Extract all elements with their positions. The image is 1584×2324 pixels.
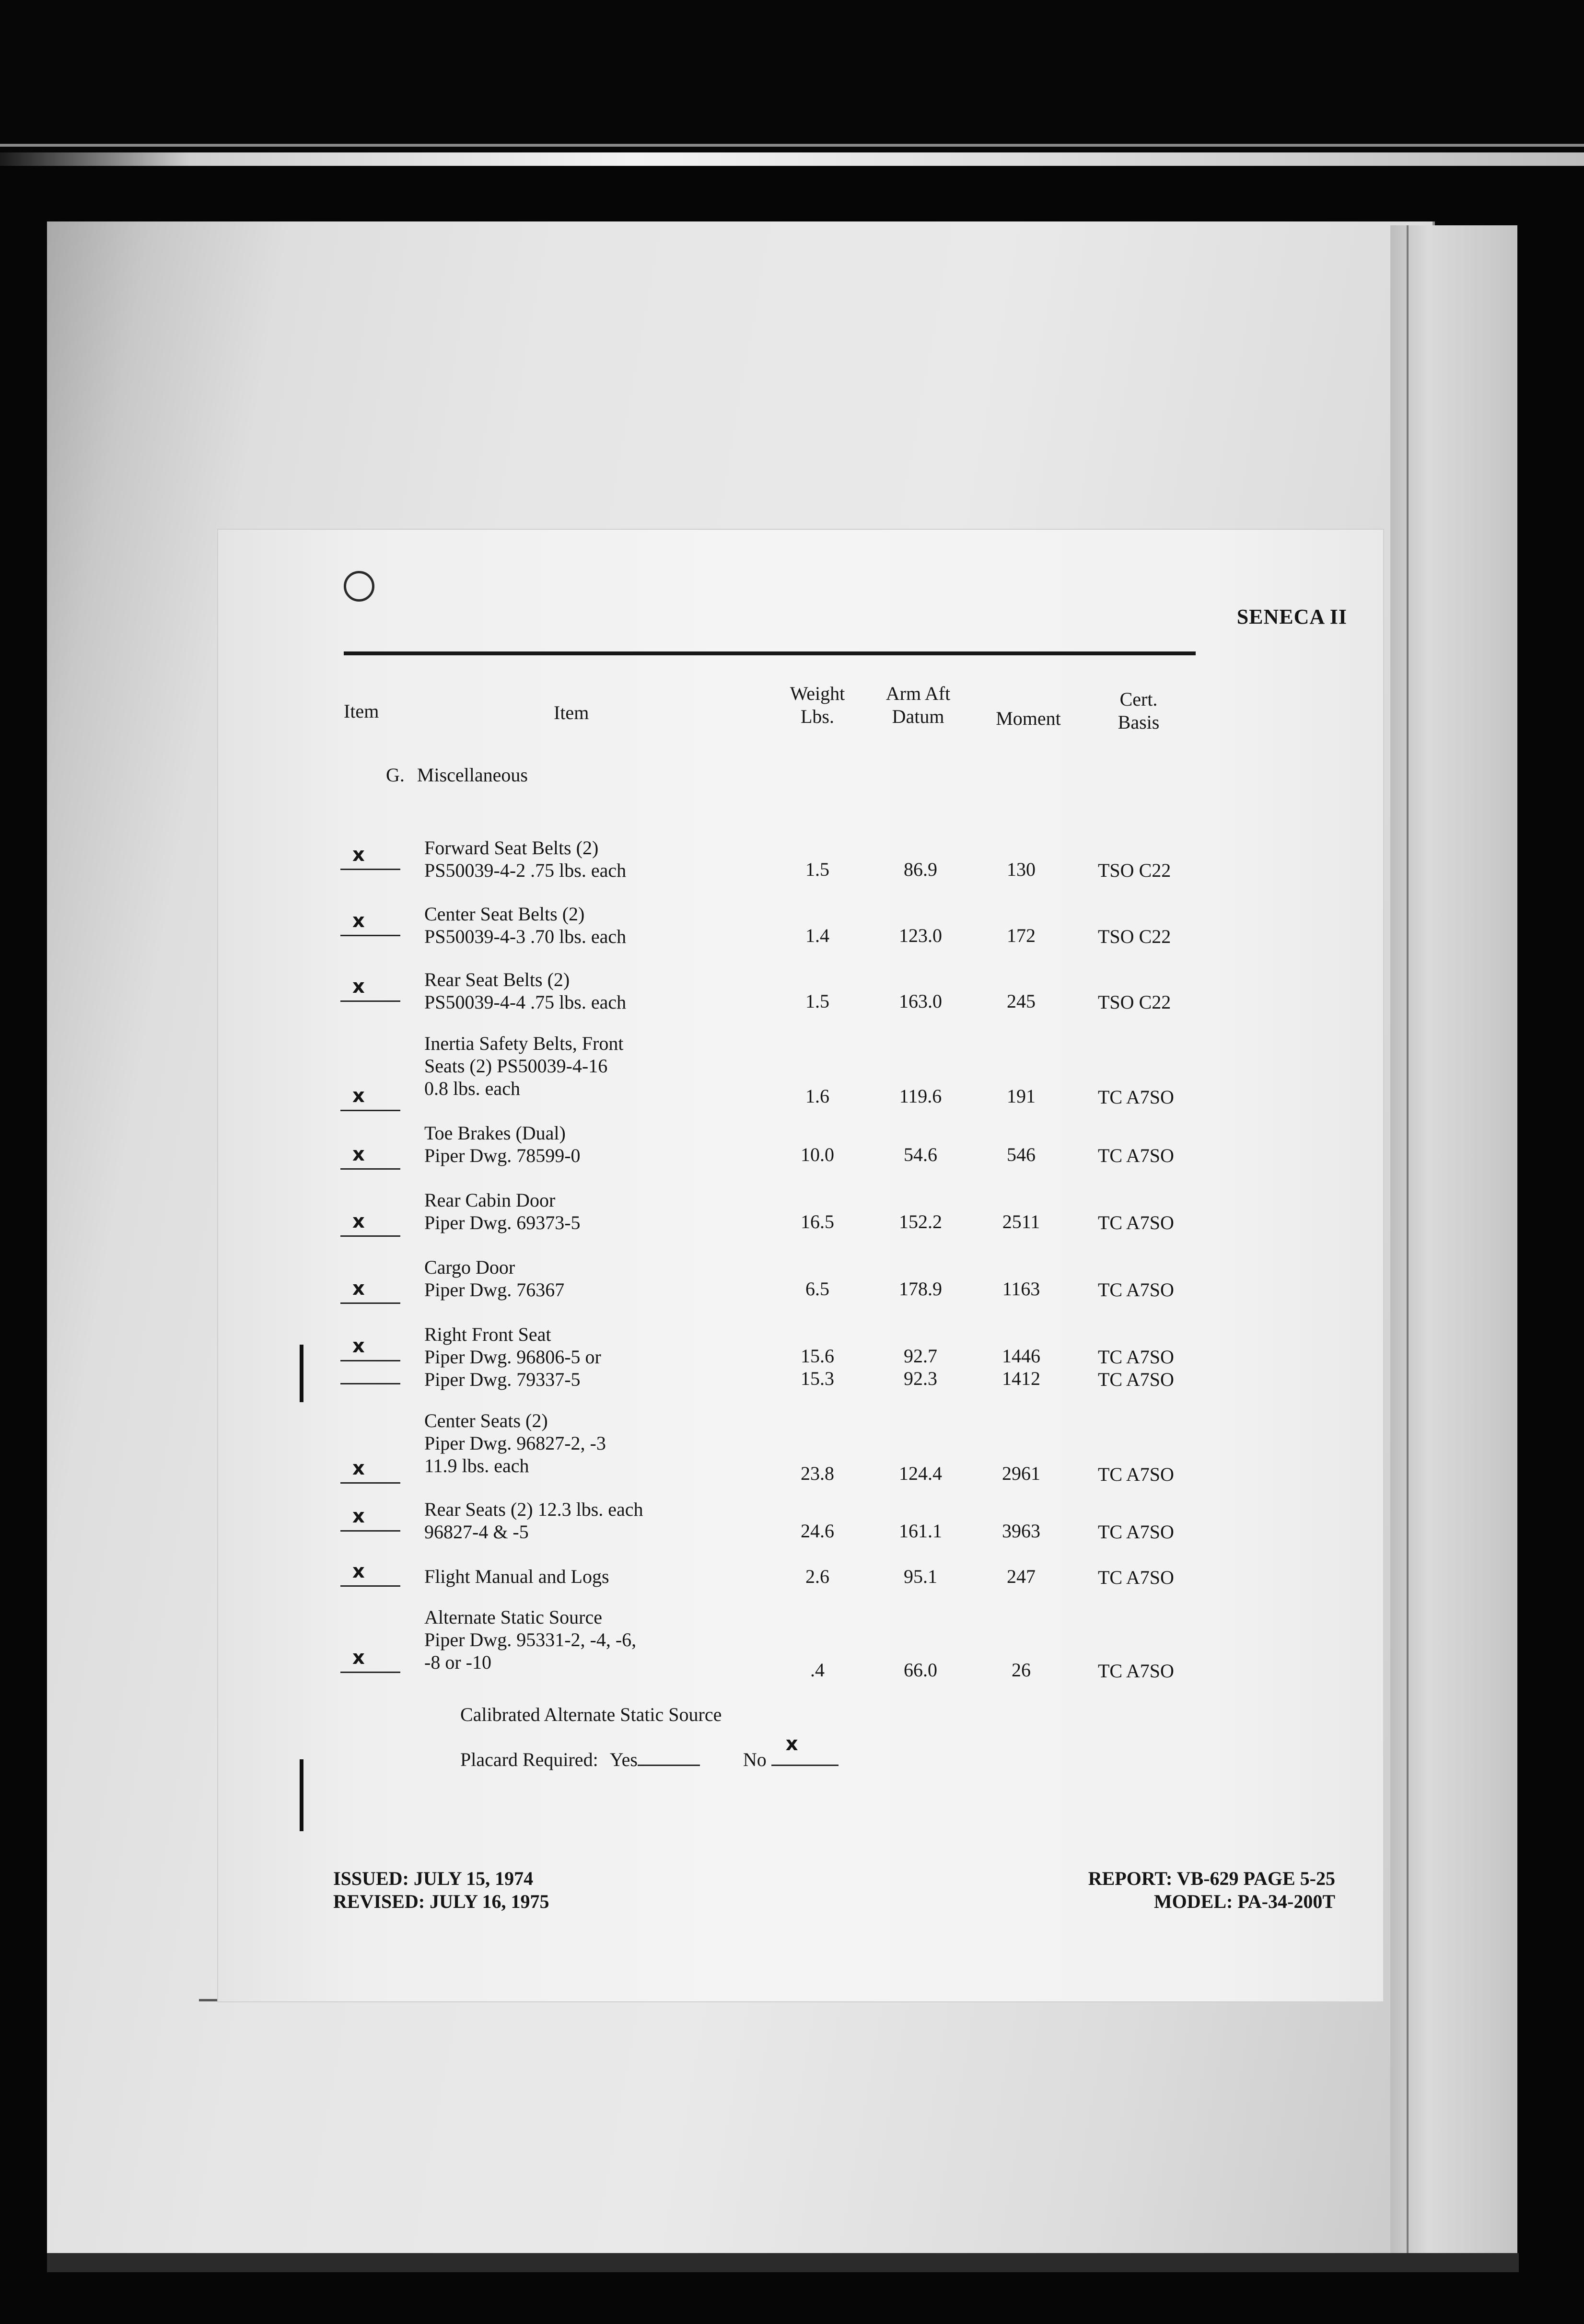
check-mark-icon: x [352, 1278, 365, 1300]
weight-value: 15.6 [801, 1345, 834, 1367]
description-line: Seats (2) PS50039-4-16 [424, 1055, 608, 1077]
description-line: 96827-4 & -5 [424, 1521, 529, 1543]
description-line: Toe Brakes (Dual) [424, 1122, 566, 1144]
cert-basis-value: TC A7SO [1098, 1145, 1174, 1166]
film-border-top [0, 0, 1584, 158]
check-blank [340, 1302, 400, 1304]
col-cert: Cert. Basis [1118, 688, 1160, 733]
arm-value: 92.3 [904, 1368, 937, 1389]
moment-value: 172 [1007, 925, 1036, 946]
check-blank [340, 1110, 400, 1111]
arm-value: 152.2 [899, 1211, 942, 1232]
cert-basis-value: TC A7SO [1098, 1567, 1174, 1588]
check-blank [340, 1000, 400, 1002]
cert-basis-value: TC A7SO [1098, 1369, 1174, 1390]
arm-value: 161.1 [899, 1520, 942, 1542]
description-line: Flight Manual and Logs [424, 1566, 609, 1587]
description-line: Piper Dwg. 95331-2, -4, -6, [424, 1629, 637, 1650]
check-blank [340, 1672, 400, 1673]
description-line: -8 or -10 [424, 1651, 491, 1673]
placard-line: Placard Required: Yes No x [460, 1747, 839, 1771]
description-line: PS50039-4-2 .75 lbs. each [424, 860, 627, 881]
weight-value: 1.5 [805, 859, 829, 880]
cert-basis-value: TSO C22 [1098, 860, 1171, 881]
check-mark-icon: x [352, 1143, 365, 1165]
arm-value: 163.0 [899, 990, 942, 1012]
description-line: Alternate Static Source [424, 1606, 602, 1628]
description-line: PS50039-4-4 .75 lbs. each [424, 991, 627, 1013]
item-description [424, 1189, 581, 1234]
check-blank [340, 1235, 400, 1237]
cert-basis-value: TC A7SO [1098, 1521, 1174, 1543]
check-blank [340, 1530, 400, 1532]
calibrated-static-title: Calibrated Alternate Static Source [460, 1704, 722, 1725]
film-line [0, 144, 1584, 147]
description-line: Piper Dwg. 78599-0 [424, 1145, 581, 1166]
description-line: Rear Cabin Door [424, 1189, 556, 1211]
footer-issue-dates: ISSUED: JULY 15, 1974 REVISED: JULY 16, 1975 [333, 1868, 549, 1912]
item-description [424, 1032, 623, 1100]
check-mark-icon: x [352, 1085, 365, 1107]
check-blank [340, 1383, 400, 1384]
weight-value: 24.6 [801, 1520, 834, 1542]
col-item-no: Item [344, 700, 379, 722]
check-mark-icon: x [352, 1647, 365, 1669]
description-line: Right Front Seat [424, 1324, 551, 1345]
description-line: Piper Dwg. 69373-5 [424, 1212, 581, 1233]
arm-value: 124.4 [899, 1463, 942, 1484]
arm-value: 123.0 [899, 925, 942, 946]
check-mark-icon: x [352, 1505, 365, 1527]
moment-value: 191 [1007, 1085, 1036, 1107]
item-description [424, 1256, 564, 1301]
moment-value: 1163 [1002, 1278, 1040, 1300]
moment-value: 26 [1012, 1659, 1031, 1681]
cert-basis-value: TC A7SO [1098, 1279, 1174, 1301]
weight-value: 15.3 [801, 1368, 834, 1389]
cert-basis-value: TC A7SO [1098, 1660, 1174, 1682]
revision-bar [300, 1759, 303, 1831]
moment-value: 3963 [1002, 1520, 1040, 1542]
description-line: 11.9 lbs. each [424, 1455, 529, 1476]
item-description [424, 837, 626, 882]
weight-value: 6.5 [805, 1278, 829, 1300]
col-moment: Moment [996, 708, 1061, 729]
moment-value: 245 [1007, 990, 1036, 1012]
col-arm: Arm Aft Datum [885, 683, 951, 727]
check-blank [340, 1585, 400, 1587]
description-line: Piper Dwg. 76367 [424, 1279, 565, 1301]
moment-value: 2511 [1002, 1211, 1040, 1232]
description-line: Piper Dwg. 96806-5 or [424, 1346, 601, 1368]
moment-value: 2961 [1002, 1463, 1040, 1484]
arm-value: 95.1 [904, 1566, 937, 1587]
check-mark-icon: x [352, 1210, 365, 1232]
check-blank [340, 869, 400, 870]
moment-value: 546 [1007, 1144, 1036, 1165]
footer-report-info: REPORT: VB-629 PAGE 5-25 MODEL: PA-34-200T [1088, 1868, 1335, 1912]
item-description [424, 1323, 601, 1391]
description-line: Center Seats (2) [424, 1410, 548, 1431]
cert-basis-value: TSO C22 [1098, 926, 1171, 947]
revision-bar [300, 1345, 303, 1402]
description-line: Rear Seats (2) 12.3 lbs. each [424, 1499, 643, 1520]
description-line: Piper Dwg. 79337-5 [424, 1369, 581, 1390]
item-description [424, 1122, 581, 1167]
punch-hole-icon [344, 571, 374, 602]
item-description [424, 1606, 636, 1673]
col-item: Item [554, 702, 589, 723]
weight-value: 1.6 [805, 1085, 829, 1107]
weight-value: .4 [810, 1659, 825, 1681]
placard-no-blank [771, 1733, 839, 1766]
check-blank [340, 935, 400, 936]
document-page [218, 530, 1383, 2001]
description-line: 0.8 lbs. each [424, 1078, 520, 1099]
description-line: Forward Seat Belts (2) [424, 837, 599, 859]
description-line: Cargo Door [424, 1256, 515, 1278]
weight-value: 23.8 [801, 1463, 834, 1484]
page-title: SENECA II [1236, 605, 1347, 628]
weight-value: 10.0 [801, 1144, 834, 1165]
weight-value: 1.5 [805, 990, 829, 1012]
description-line: PS50039-4-3 .70 lbs. each [424, 926, 627, 947]
arm-value: 66.0 [904, 1659, 937, 1681]
check-mark-icon: x [785, 1733, 798, 1755]
cert-basis-value: TSO C22 [1098, 991, 1171, 1013]
check-blank [340, 1482, 400, 1484]
cert-basis-value: TC A7SO [1098, 1346, 1174, 1368]
check-mark-icon: x [352, 910, 365, 932]
arm-value: 54.6 [904, 1144, 937, 1165]
weight-value: 2.6 [805, 1566, 829, 1587]
moment-value: 247 [1007, 1566, 1036, 1587]
check-mark-icon: x [352, 1457, 365, 1479]
description-line: Inertia Safety Belts, Front [424, 1033, 624, 1054]
cert-basis-value: TC A7SO [1098, 1212, 1174, 1233]
check-mark-icon: x [352, 1335, 365, 1357]
check-mark-icon: x [352, 1560, 365, 1582]
section-heading: G. Miscellaneous [386, 764, 528, 786]
check-mark-icon: x [352, 844, 365, 866]
cert-basis-value: TC A7SO [1098, 1086, 1174, 1108]
description-line: Rear Seat Belts (2) [424, 969, 570, 990]
item-description [424, 968, 626, 1013]
item-description [424, 1565, 609, 1588]
binder-flap [1390, 225, 1517, 2258]
header-rule [344, 651, 1196, 655]
item-description [424, 1498, 643, 1543]
moment-value: 1412 [1002, 1368, 1040, 1389]
moment-value: 1446 [1002, 1345, 1040, 1367]
check-blank [340, 1360, 400, 1361]
description-line: Center Seat Belts (2) [424, 903, 585, 925]
placard-yes-blank [638, 1747, 700, 1766]
arm-value: 92.7 [904, 1345, 937, 1367]
arm-value: 178.9 [899, 1278, 942, 1300]
check-mark-icon: x [352, 976, 365, 998]
check-blank [340, 1168, 400, 1170]
col-weight: Weight Lbs. [790, 683, 845, 727]
item-description [424, 903, 626, 948]
arm-value: 86.9 [904, 859, 937, 880]
item-description [424, 1409, 606, 1477]
description-line: Piper Dwg. 96827-2, -3 [424, 1432, 606, 1454]
arm-value: 119.6 [899, 1085, 942, 1107]
weight-value: 1.4 [805, 925, 829, 946]
moment-value: 130 [1007, 859, 1036, 880]
cert-basis-value: TC A7SO [1098, 1464, 1174, 1485]
film-band [0, 152, 1584, 166]
weight-value: 16.5 [801, 1211, 834, 1232]
